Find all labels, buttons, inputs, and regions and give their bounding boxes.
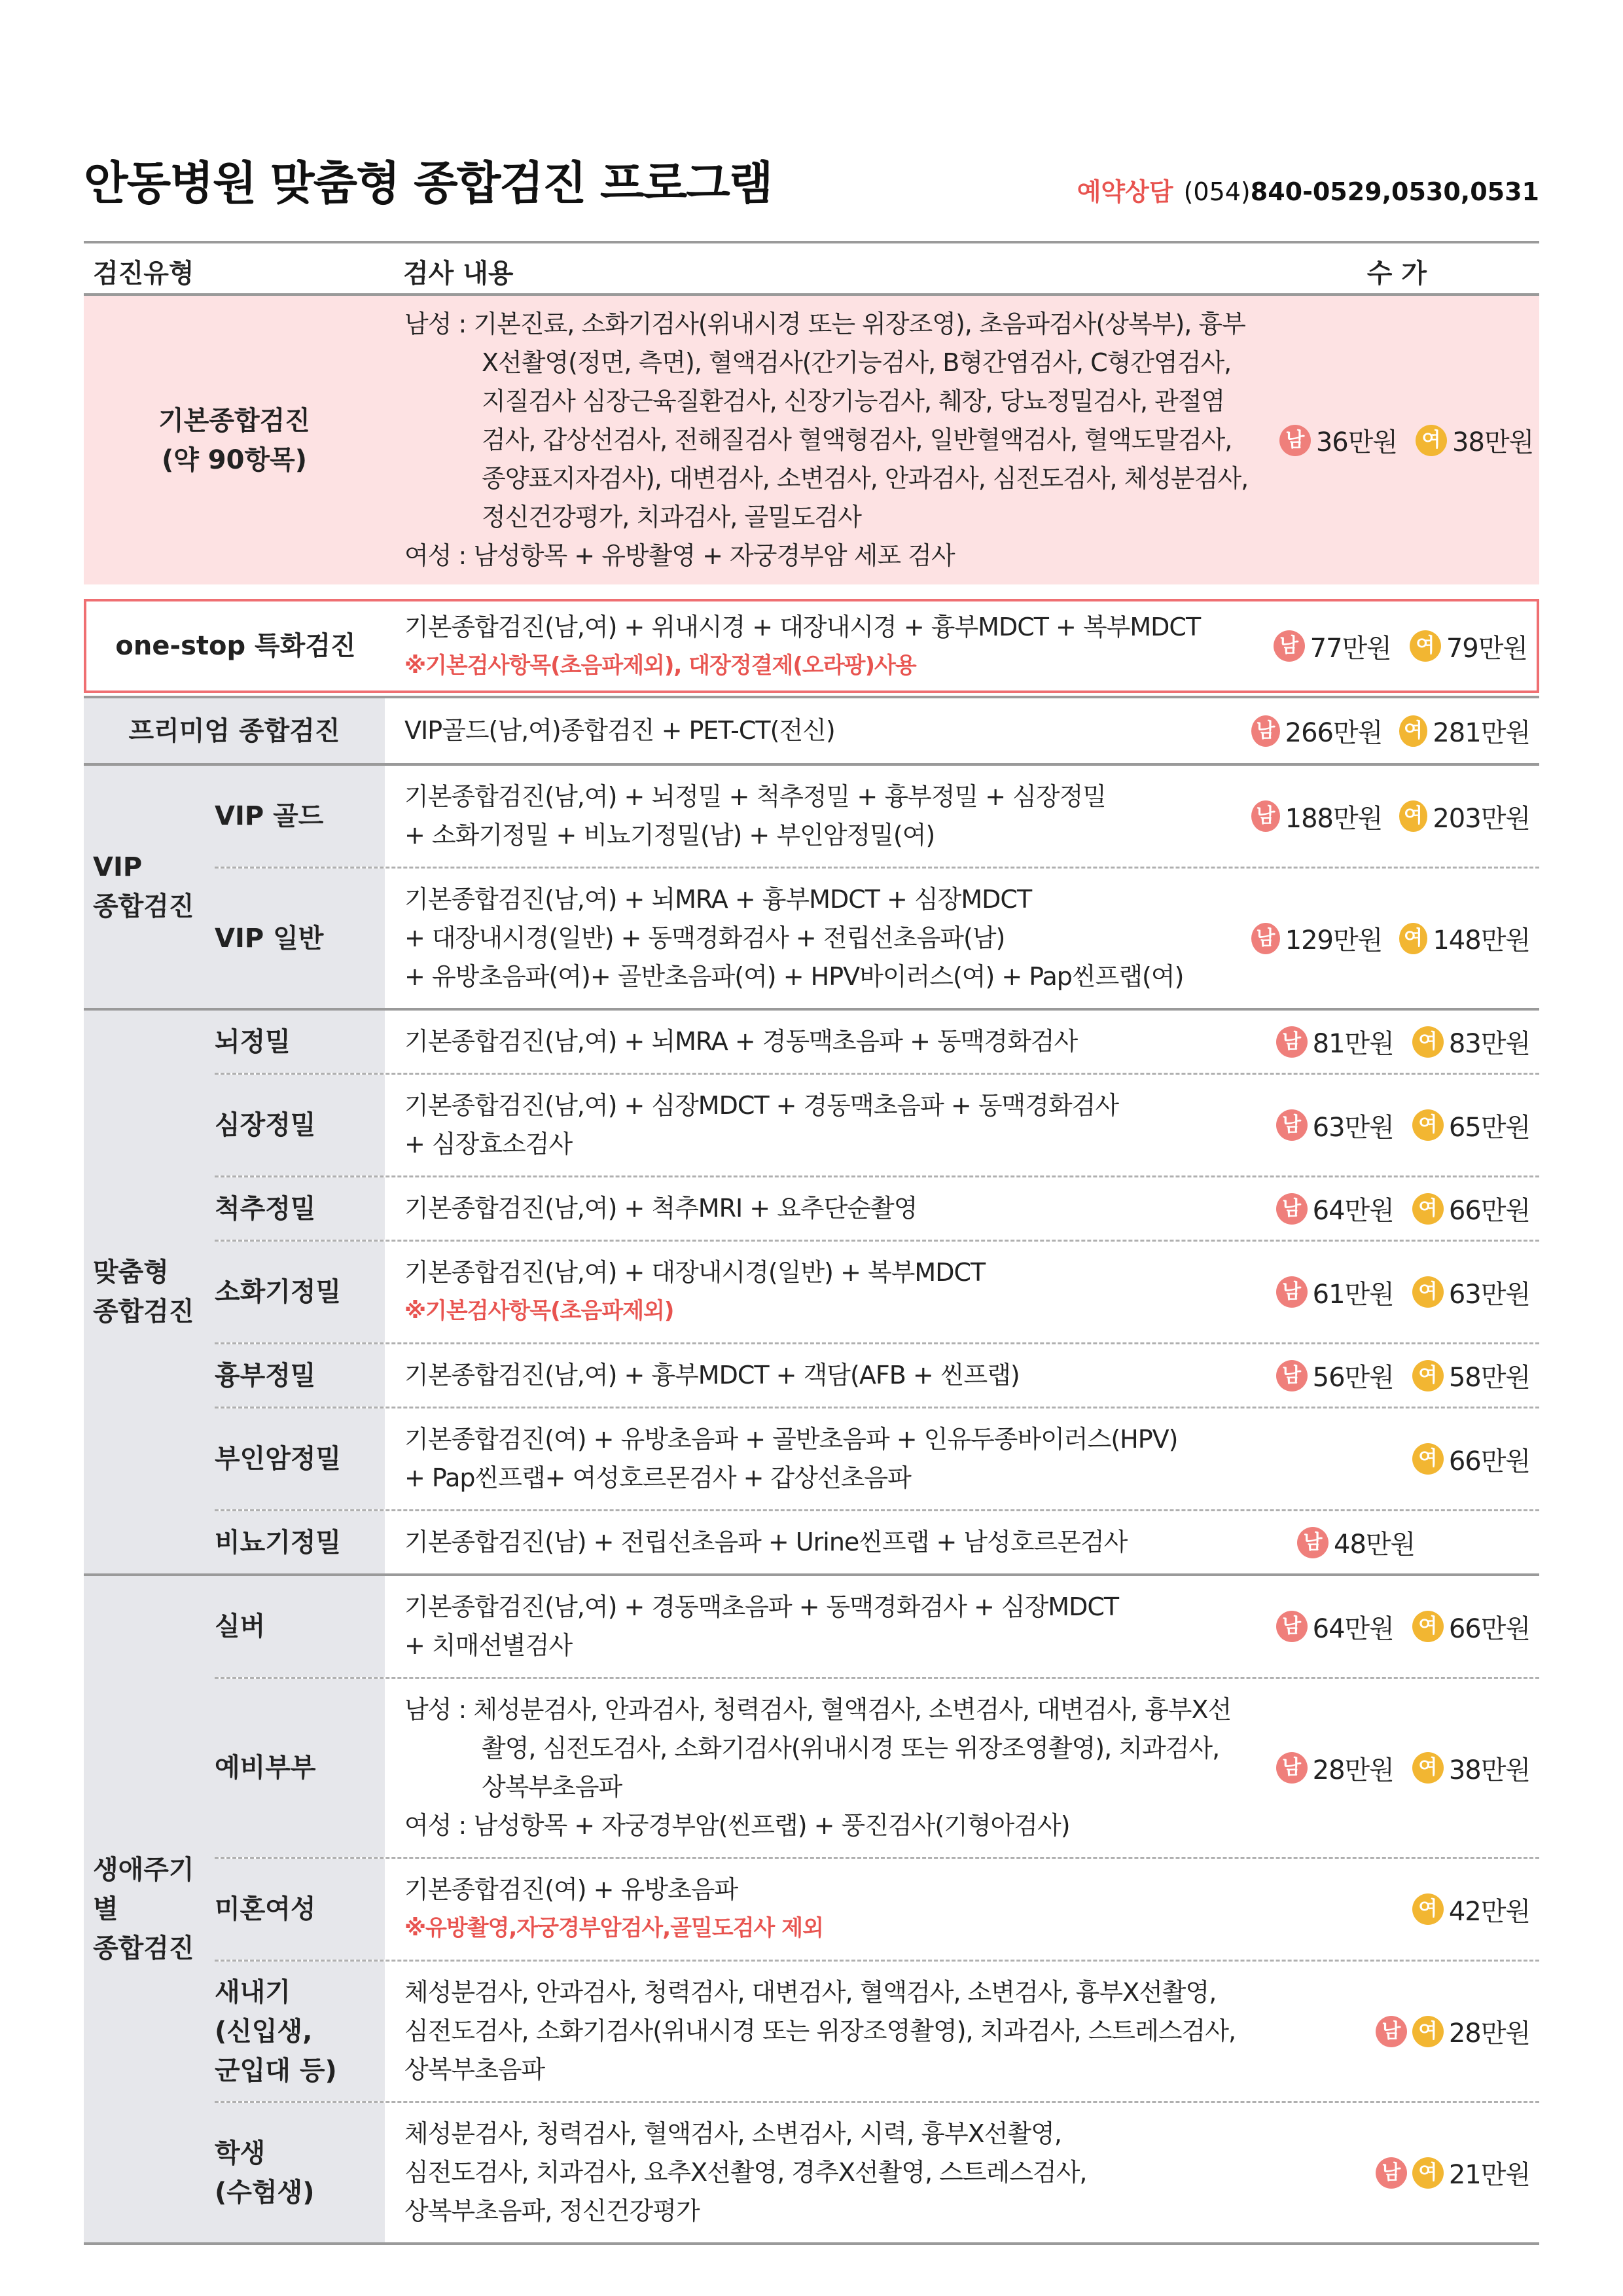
onestop-checkup-price bbox=[1251, 601, 1537, 691]
male-price: 61만원 bbox=[1312, 1279, 1394, 1310]
female-badge: 여 bbox=[1412, 1193, 1444, 1225]
premium-checkup-label: 프리미엄 종합검진 bbox=[84, 698, 385, 763]
vip-general-price bbox=[1251, 869, 1539, 1008]
contact-area-code: (054) bbox=[1183, 177, 1251, 206]
content-note: ※기본검사항목(초음파제외) bbox=[404, 1298, 674, 1324]
content-line: 촬영, 심전도검사, 소화기검사(위내시경 또는 위장조영촬영), 치과검사, bbox=[482, 1734, 1220, 1763]
checkup-table bbox=[84, 241, 1539, 2245]
urology-name: 비뇨기정밀 bbox=[215, 1511, 385, 1573]
female-badge: 여 bbox=[1412, 2157, 1444, 2189]
female-price: 148만원 bbox=[1433, 925, 1530, 956]
content-line: 기본종합검진(남) + 전립선초음파 + Urine씬프랩 + 남성호르몬검사 bbox=[404, 1528, 1128, 1556]
spine-price bbox=[1251, 1177, 1539, 1240]
content-line: 남성 : 기본진료, 소화기검사(위내시경 또는 위장조영), 초음파검사(상복부), 흉부 bbox=[404, 310, 1245, 338]
content-line: 심전도검사, 소화기검사(위내시경 또는 위장조영촬영), 치과검사, 스트레스검사, bbox=[404, 2017, 1236, 2045]
male-badge: 남 bbox=[1276, 1276, 1308, 1308]
vip-gold-row bbox=[215, 766, 1539, 867]
female-badge: 여 bbox=[1412, 1611, 1444, 1642]
male-price: 77만원 bbox=[1310, 633, 1391, 664]
male-badge: 남 bbox=[1376, 2157, 1407, 2189]
content-line: + 유방초음파(여)+ 골반초음파(여) + HPV바이러스(여) + Pap씬프랩(여) bbox=[404, 962, 1184, 991]
single-women-content bbox=[385, 1859, 1251, 1960]
premium-checkup-content bbox=[385, 698, 1251, 763]
freshman-content bbox=[385, 1962, 1251, 2101]
vip-gold-price bbox=[1251, 766, 1539, 867]
content-line: 기본종합검진(남,여) + 경동맥초음파 + 동맥경화검사 + 심장MDCT bbox=[404, 1592, 1119, 1621]
content-line: X선촬영(정면, 측면), 혈액검사(간기능검사, B형간염검사, C형간염검사, bbox=[482, 348, 1232, 377]
onestop-checkup-label: one-stop 특화검진 bbox=[115, 631, 356, 661]
header-price: 수 가 bbox=[1366, 259, 1427, 289]
content-line: 정신건강평가, 치과검사, 골밀도검사 bbox=[482, 503, 861, 531]
premium-checkup-price bbox=[1251, 698, 1539, 763]
content-line: 검사, 갑상선검사, 전해질검사 혈액형검사, 일반혈액검사, 혈액도말검사, bbox=[482, 425, 1232, 454]
digestive-row bbox=[215, 1240, 1539, 1342]
male-badge: 남 bbox=[1276, 1611, 1308, 1642]
reservation-contact bbox=[1077, 171, 1539, 207]
brain-content bbox=[385, 1011, 1251, 1073]
vip-general-name: VIP 일반 bbox=[215, 869, 385, 1008]
brain-price bbox=[1251, 1011, 1539, 1073]
brain-name: 뇌정밀 bbox=[215, 1011, 385, 1073]
male-price: 129만원 bbox=[1285, 925, 1383, 956]
premarital-content bbox=[385, 1679, 1251, 1857]
female-price: 63만원 bbox=[1448, 1279, 1530, 1310]
male-price: 28만원 bbox=[1312, 1755, 1394, 1785]
content-line: 기본종합검진(여) + 유방초음파 bbox=[404, 1875, 738, 1904]
basic-checkup-price bbox=[1255, 296, 1543, 584]
male-price: 63만원 bbox=[1312, 1112, 1394, 1143]
lifecycle-checkup-label: 생애주기별 종합검진 bbox=[84, 1576, 215, 2242]
content-line: 여성 : 남성항목 + 자궁경부암(씬프랩) + 풍진검사(기형아검사) bbox=[404, 1811, 1070, 1840]
custom-checkup-label: 맞춤형 종합검진 bbox=[84, 1011, 215, 1573]
spine-content bbox=[385, 1177, 1251, 1240]
female-badge: 여 bbox=[1416, 425, 1447, 456]
content-line: 남성 : 체성분검사, 안과검사, 청력검사, 혈액검사, 소변검사, 대변검사, 흉부X선 bbox=[404, 1695, 1232, 1724]
contact-label: 예약상담 bbox=[1077, 177, 1173, 206]
single-women-name: 미혼여성 bbox=[215, 1859, 385, 1960]
premarital-price bbox=[1251, 1679, 1539, 1857]
male-badge: 남 bbox=[1276, 1360, 1308, 1391]
student-name: 학생 (수험생) bbox=[215, 2103, 385, 2242]
both-price: 21만원 bbox=[1448, 2160, 1530, 2190]
vip-gold-content bbox=[385, 766, 1251, 867]
female-badge: 여 bbox=[1410, 630, 1441, 662]
student-price bbox=[1251, 2103, 1539, 2242]
urology-price bbox=[1251, 1511, 1539, 1573]
content-note: ※기본검사항목(초음파제외), 대장정결제(오라팡)사용 bbox=[404, 653, 916, 679]
basic-checkup-row bbox=[84, 296, 1539, 584]
freshman-price bbox=[1251, 1962, 1539, 2101]
chest-name: 흉부정밀 bbox=[215, 1344, 385, 1407]
content-line: 기본종합검진(남,여) + 뇌MRA + 흉부MDCT + 심장MDCT bbox=[404, 885, 1032, 914]
female-price: 66만원 bbox=[1448, 1613, 1530, 1644]
content-line: 기본종합검진(남,여) + 척추MRI + 요추단순촬영 bbox=[404, 1194, 918, 1223]
content-line: 상복부초음파 bbox=[404, 2055, 545, 2084]
digestive-price bbox=[1251, 1242, 1539, 1342]
male-badge: 남 bbox=[1276, 1109, 1308, 1141]
male-badge: 남 bbox=[1376, 2016, 1407, 2047]
silver-price bbox=[1251, 1576, 1539, 1677]
female-badge: 여 bbox=[1399, 715, 1428, 747]
lifecycle-checkup-group bbox=[84, 1573, 1539, 2245]
female-price: 79만원 bbox=[1446, 633, 1527, 664]
male-price: 56만원 bbox=[1312, 1363, 1394, 1393]
content-line: 상복부초음파, 정신건강평가 bbox=[404, 2197, 700, 2225]
vip-general-content bbox=[385, 869, 1251, 1008]
female-price: 66만원 bbox=[1448, 1196, 1530, 1226]
content-line: + 대장내시경(일반) + 동맥경화검사 + 전립선초음파(남) bbox=[404, 924, 1005, 952]
gynecologic-name: 부인암정밀 bbox=[215, 1408, 385, 1509]
male-price: 266만원 bbox=[1285, 718, 1383, 748]
content-line: 상복부초음파 bbox=[482, 1772, 622, 1801]
female-badge: 여 bbox=[1412, 2016, 1444, 2047]
female-price: 38만원 bbox=[1452, 427, 1534, 457]
female-badge: 여 bbox=[1399, 923, 1428, 954]
female-badge: 여 bbox=[1412, 1893, 1444, 1925]
custom-checkup-group bbox=[84, 1008, 1539, 1573]
female-badge: 여 bbox=[1412, 1752, 1444, 1784]
heart-row bbox=[215, 1073, 1539, 1175]
male-badge: 남 bbox=[1297, 1527, 1329, 1558]
male-badge: 남 bbox=[1251, 715, 1280, 747]
basic-checkup-content bbox=[385, 296, 1255, 584]
basic-checkup-label: 기본종합검진 (약 90항목) bbox=[158, 405, 310, 475]
urology-row bbox=[215, 1509, 1539, 1573]
male-price: 81만원 bbox=[1312, 1029, 1394, 1059]
premarital-name: 예비부부 bbox=[215, 1679, 385, 1857]
female-badge: 여 bbox=[1412, 1109, 1444, 1141]
heart-content bbox=[385, 1075, 1251, 1175]
heart-price bbox=[1251, 1075, 1539, 1175]
chest-content bbox=[385, 1344, 1251, 1407]
female-price: 203만원 bbox=[1433, 803, 1530, 834]
header-type: 검진유형 bbox=[93, 259, 194, 289]
female-price: 42만원 bbox=[1448, 1896, 1530, 1927]
urology-content bbox=[385, 1511, 1251, 1573]
female-badge: 여 bbox=[1412, 1443, 1444, 1475]
vip-checkup-group bbox=[84, 763, 1539, 1008]
spine-row bbox=[215, 1175, 1539, 1240]
male-badge: 남 bbox=[1274, 630, 1305, 662]
male-badge: 남 bbox=[1276, 1026, 1308, 1058]
both-price: 28만원 bbox=[1448, 2018, 1530, 2049]
brain-row bbox=[215, 1011, 1539, 1073]
content-line: VIP골드(남,여)종합검진 + PET-CT(전신) bbox=[404, 716, 835, 745]
content-line: + 소화기정밀 + 비뇨기정밀(남) + 부인암정밀(여) bbox=[404, 821, 935, 850]
chest-price bbox=[1251, 1344, 1539, 1407]
content-line: 체성분검사, 안과검사, 청력검사, 대변검사, 혈액검사, 소변검사, 흉부X선촬영, bbox=[404, 1978, 1217, 2007]
silver-content bbox=[385, 1576, 1251, 1677]
premium-checkup-row bbox=[84, 696, 1539, 763]
male-price: 48만원 bbox=[1334, 1530, 1416, 1560]
student-row bbox=[215, 2101, 1539, 2242]
content-line: 체성분검사, 청력검사, 혈액검사, 소변검사, 시력, 흉부X선촬영, bbox=[404, 2119, 1061, 2148]
content-line: 지질검사 심장근육질환검사, 신장기능검사, 췌장, 당뇨정밀검사, 관절염 bbox=[482, 387, 1225, 416]
female-price: 281만원 bbox=[1433, 718, 1530, 748]
heart-name: 심장정밀 bbox=[215, 1075, 385, 1175]
male-badge: 남 bbox=[1276, 1193, 1308, 1225]
male-badge: 남 bbox=[1276, 1752, 1308, 1784]
table-header bbox=[84, 241, 1539, 296]
male-price: 36만원 bbox=[1315, 427, 1398, 457]
content-line: 기본종합검진(남,여) + 흉부MDCT + 객담(AFB + 씬프랩) bbox=[404, 1361, 1020, 1390]
female-badge: 여 bbox=[1412, 1276, 1444, 1308]
content-line: 기본종합검진(남,여) + 대장내시경(일반) + 복부MDCT bbox=[404, 1258, 986, 1287]
digestive-content bbox=[385, 1242, 1251, 1342]
content-line: 기본종합검진(남,여) + 위내시경 + 대장내시경 + 흉부MDCT + 복부MDCT bbox=[404, 613, 1201, 641]
gynecologic-price bbox=[1251, 1408, 1539, 1509]
content-line: + Pap씬프랩+ 여성호르몬검사 + 갑상선초음파 bbox=[404, 1463, 911, 1492]
content-line: + 심장효소검사 bbox=[404, 1130, 573, 1158]
single-women-price bbox=[1251, 1859, 1539, 1960]
header-content: 검사 내용 bbox=[403, 259, 514, 289]
spine-name: 척추정밀 bbox=[215, 1177, 385, 1240]
silver-row bbox=[215, 1576, 1539, 1677]
freshman-name: 새내기 (신입생, 군입대 등) bbox=[215, 1962, 385, 2101]
female-price: 38만원 bbox=[1448, 1755, 1530, 1785]
content-line: 기본종합검진(남,여) + 뇌MRA + 경동맥초음파 + 동맥경화검사 bbox=[404, 1027, 1078, 1056]
content-line: 여성 : 남성항목 + 유방촬영 + 자궁경부암 세포 검사 bbox=[404, 541, 955, 570]
page-title: 안동병원 맞춤형 종합검진 프로그램 bbox=[84, 156, 772, 210]
female-price: 65만원 bbox=[1448, 1112, 1530, 1143]
student-content bbox=[385, 2103, 1251, 2242]
female-badge: 여 bbox=[1412, 1026, 1444, 1058]
male-badge: 남 bbox=[1251, 800, 1280, 832]
digestive-name: 소화기정밀 bbox=[215, 1242, 385, 1342]
content-line: 기본종합검진(남,여) + 심장MDCT + 경동맥초음파 + 동맥경화검사 bbox=[404, 1091, 1119, 1120]
male-badge: 남 bbox=[1279, 425, 1311, 456]
chest-row bbox=[215, 1342, 1539, 1407]
female-badge: 여 bbox=[1412, 1360, 1444, 1391]
male-price: 188만원 bbox=[1285, 803, 1383, 834]
content-line: 기본종합검진(남,여) + 뇌정밀 + 척추정밀 + 흉부정밀 + 심장정밀 bbox=[404, 782, 1107, 811]
gynecologic-content bbox=[385, 1408, 1251, 1509]
freshman-row bbox=[215, 1960, 1539, 2101]
male-price: 64만원 bbox=[1312, 1613, 1394, 1644]
female-price: 83만원 bbox=[1448, 1029, 1530, 1059]
content-line: 종양표지자검사), 대변검사, 소변검사, 안과검사, 심전도검사, 체성분검사, bbox=[482, 464, 1249, 493]
vip-gold-name: VIP 골드 bbox=[215, 766, 385, 867]
gynecologic-row bbox=[215, 1407, 1539, 1509]
content-line: 심전도검사, 치과검사, 요추X선촬영, 경추X선촬영, 스트레스검사, bbox=[404, 2158, 1087, 2187]
male-price: 64만원 bbox=[1312, 1196, 1394, 1226]
female-price: 58만원 bbox=[1448, 1363, 1530, 1393]
female-badge: 여 bbox=[1399, 800, 1428, 832]
contact-numbers: 840-0529,0530,0531 bbox=[1250, 177, 1539, 206]
silver-name: 실버 bbox=[215, 1576, 385, 1677]
onestop-checkup-row bbox=[84, 599, 1539, 693]
single-women-row bbox=[215, 1857, 1539, 1960]
content-line: + 치매선별검사 bbox=[404, 1631, 573, 1660]
content-line: 기본종합검진(여) + 유방초음파 + 골반초음파 + 인유두종바이러스(HPV) bbox=[404, 1425, 1178, 1454]
male-badge: 남 bbox=[1251, 923, 1280, 954]
female-price: 66만원 bbox=[1448, 1446, 1530, 1477]
vip-general-row bbox=[215, 867, 1539, 1008]
content-note: ※유방촬영,자궁경부암검사,골밀도검사 제외 bbox=[404, 1915, 823, 1941]
onestop-checkup-content bbox=[385, 601, 1251, 691]
vip-checkup-label: VIP 종합검진 bbox=[84, 766, 215, 1008]
premarital-row bbox=[215, 1677, 1539, 1857]
